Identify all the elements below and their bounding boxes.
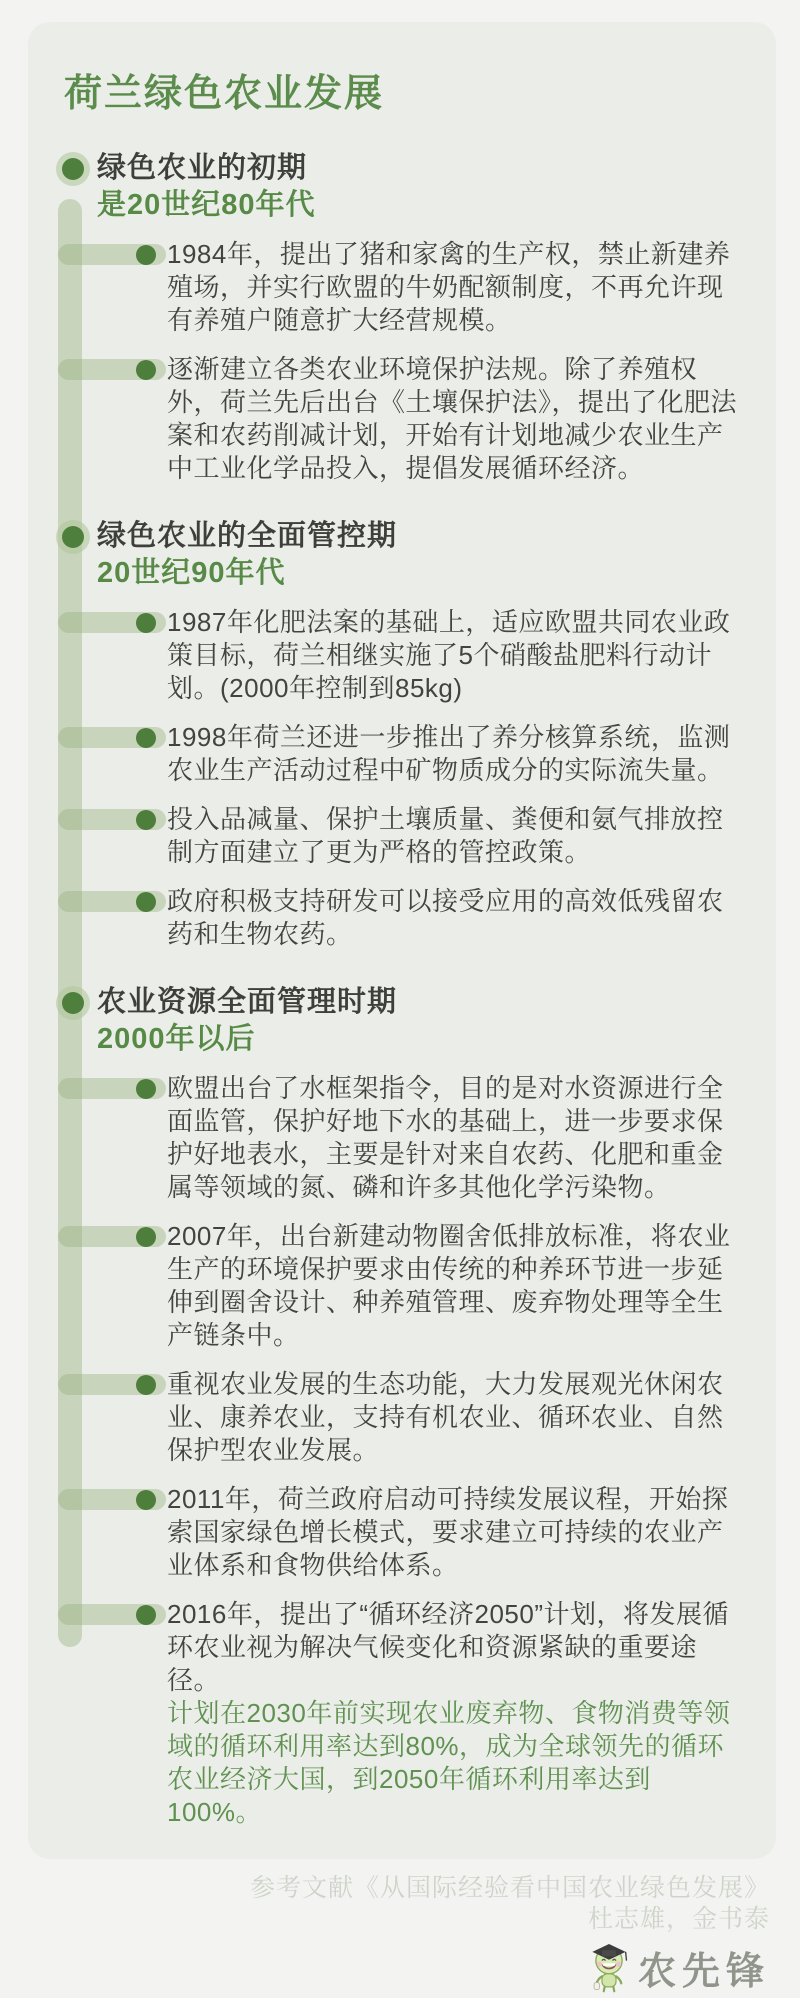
bullet-dot-icon bbox=[136, 245, 156, 265]
section-header bbox=[28, 151, 752, 222]
bullet-dot-icon bbox=[136, 613, 156, 633]
timeline-node-icon bbox=[62, 992, 84, 1014]
section-title: 绿色农业的全面管控期 bbox=[97, 520, 398, 552]
section-header bbox=[28, 519, 752, 590]
bullet-list bbox=[28, 606, 752, 951]
bullet-text: 1987年化肥法案的基础上，适应欧盟共同农业政策目标，荷兰相继实施了5个硝酸盐肥料行动计划。(2000年控制到85kg) bbox=[167, 607, 731, 703]
bullet-item bbox=[28, 1368, 752, 1467]
section-2000s bbox=[28, 985, 752, 1829]
page-title: 荷兰绿色农业发展 bbox=[64, 73, 385, 115]
bullet-highlight-text: 计划在2030年前实现农业废弃物、食物消费等领域的循环利用率达到80%，成为全球领先的循环农业经济大国，到2050年循环利用率达到100%。 bbox=[167, 1698, 731, 1827]
bullet-item bbox=[28, 1072, 752, 1204]
section-title: 农业资源全面管理时期 bbox=[97, 986, 398, 1018]
brand-logo bbox=[0, 1937, 770, 1998]
section-1990s bbox=[28, 519, 752, 951]
bullet-dot-icon bbox=[136, 810, 156, 830]
bullet-dot-icon bbox=[136, 1227, 156, 1247]
mascot-icon bbox=[586, 1937, 632, 1998]
bullet-text: 欧盟出台了水框架指令，目的是对水资源进行全面监管，保护好地下水的基础上，进一步要求保护好地表水，主要是针对来自农药、化肥和重金属等领域的氮、磷和许多其他化学污染物。 bbox=[167, 1073, 724, 1202]
bullet-item bbox=[28, 803, 752, 869]
footer bbox=[0, 1873, 770, 1998]
timeline-node-icon bbox=[62, 526, 84, 548]
bullet-item bbox=[28, 353, 752, 485]
bullet-item bbox=[28, 606, 752, 705]
bullet-text: 投入品减量、保护土壤质量、粪便和氨气排放控制方面建立了更为严格的管控政策。 bbox=[167, 804, 724, 867]
bullet-item bbox=[28, 1483, 752, 1582]
bullet-text: 2011年，荷兰政府启动可持续发展议程，开始探索国家绿色增长模式，要求建立可持续的农业产业体系和食物供给体系。 bbox=[167, 1484, 729, 1580]
bullet-list bbox=[28, 1072, 752, 1829]
bullet-dot-icon bbox=[136, 1605, 156, 1625]
bullet-item bbox=[28, 1598, 752, 1829]
bullet-text: 重视农业发展的生态功能，大力发展观光休闲农业、康养农业，支持有机农业、循环农业、自然保护型农业发展。 bbox=[167, 1369, 724, 1465]
authors-text: 杜志雄，金书泰 bbox=[587, 1905, 770, 1933]
bullet-text: 1984年，提出了猪和家禽的生产权，禁止新建养殖场，并实行欧盟的牛奶配额制度，不再允许现有养殖户随意扩大经营规模。 bbox=[167, 239, 731, 335]
bullet-dot-icon bbox=[136, 728, 156, 748]
bullet-item bbox=[28, 238, 752, 337]
bullet-dot-icon bbox=[136, 1375, 156, 1395]
section-era: 是20世纪80年代 bbox=[97, 189, 316, 221]
bullet-item bbox=[28, 721, 752, 787]
bullet-text: 逐渐建立各类农业环境保护法规。除了养殖权外，荷兰先后出台《土壤保护法》，提出了化肥法案和农药削减计划，开始有计划地减少农业生产中工业化学品投入，提倡发展循环经济。 bbox=[167, 354, 738, 483]
bullet-text: 政府积极支持研发可以接受应用的高效低残留农药和生物农药。 bbox=[167, 886, 724, 949]
section-header bbox=[28, 985, 752, 1056]
section-era: 2000年以后 bbox=[97, 1023, 256, 1055]
brand-name: 农先锋 bbox=[637, 1951, 770, 1993]
bullet-text: 2016年，提出了“循环经济2050”计划，将发展循环农业视为解决气候变化和资源紧缺的重要途径。 bbox=[167, 1599, 729, 1695]
timeline bbox=[28, 151, 752, 1829]
section-1980s bbox=[28, 151, 752, 485]
infographic-card bbox=[28, 22, 776, 1859]
bullet-item bbox=[28, 885, 752, 951]
bullet-item bbox=[28, 1220, 752, 1352]
timeline-node-icon bbox=[62, 158, 84, 180]
section-era: 20世纪90年代 bbox=[97, 557, 286, 589]
reference-text: 参考文献《从国际经验看中国农业绿色发展》 bbox=[249, 1874, 770, 1902]
bullet-dot-icon bbox=[136, 1079, 156, 1099]
bullet-text: 1998年荷兰还进一步推出了养分核算系统，监测农业生产活动过程中矿物质成分的实际流失量。 bbox=[167, 722, 731, 785]
section-title: 绿色农业的初期 bbox=[97, 152, 308, 184]
bullet-list bbox=[28, 238, 752, 485]
bullet-text: 2007年，出台新建动物圈舍低排放标准，将农业生产的环境保护要求由传统的种养环节进一步延伸到圈舍设计、种养殖管理、废弃物处理等全生产链条中。 bbox=[167, 1221, 731, 1350]
bullet-dot-icon bbox=[136, 1490, 156, 1510]
bullet-dot-icon bbox=[136, 892, 156, 912]
bullet-dot-icon bbox=[136, 360, 156, 380]
